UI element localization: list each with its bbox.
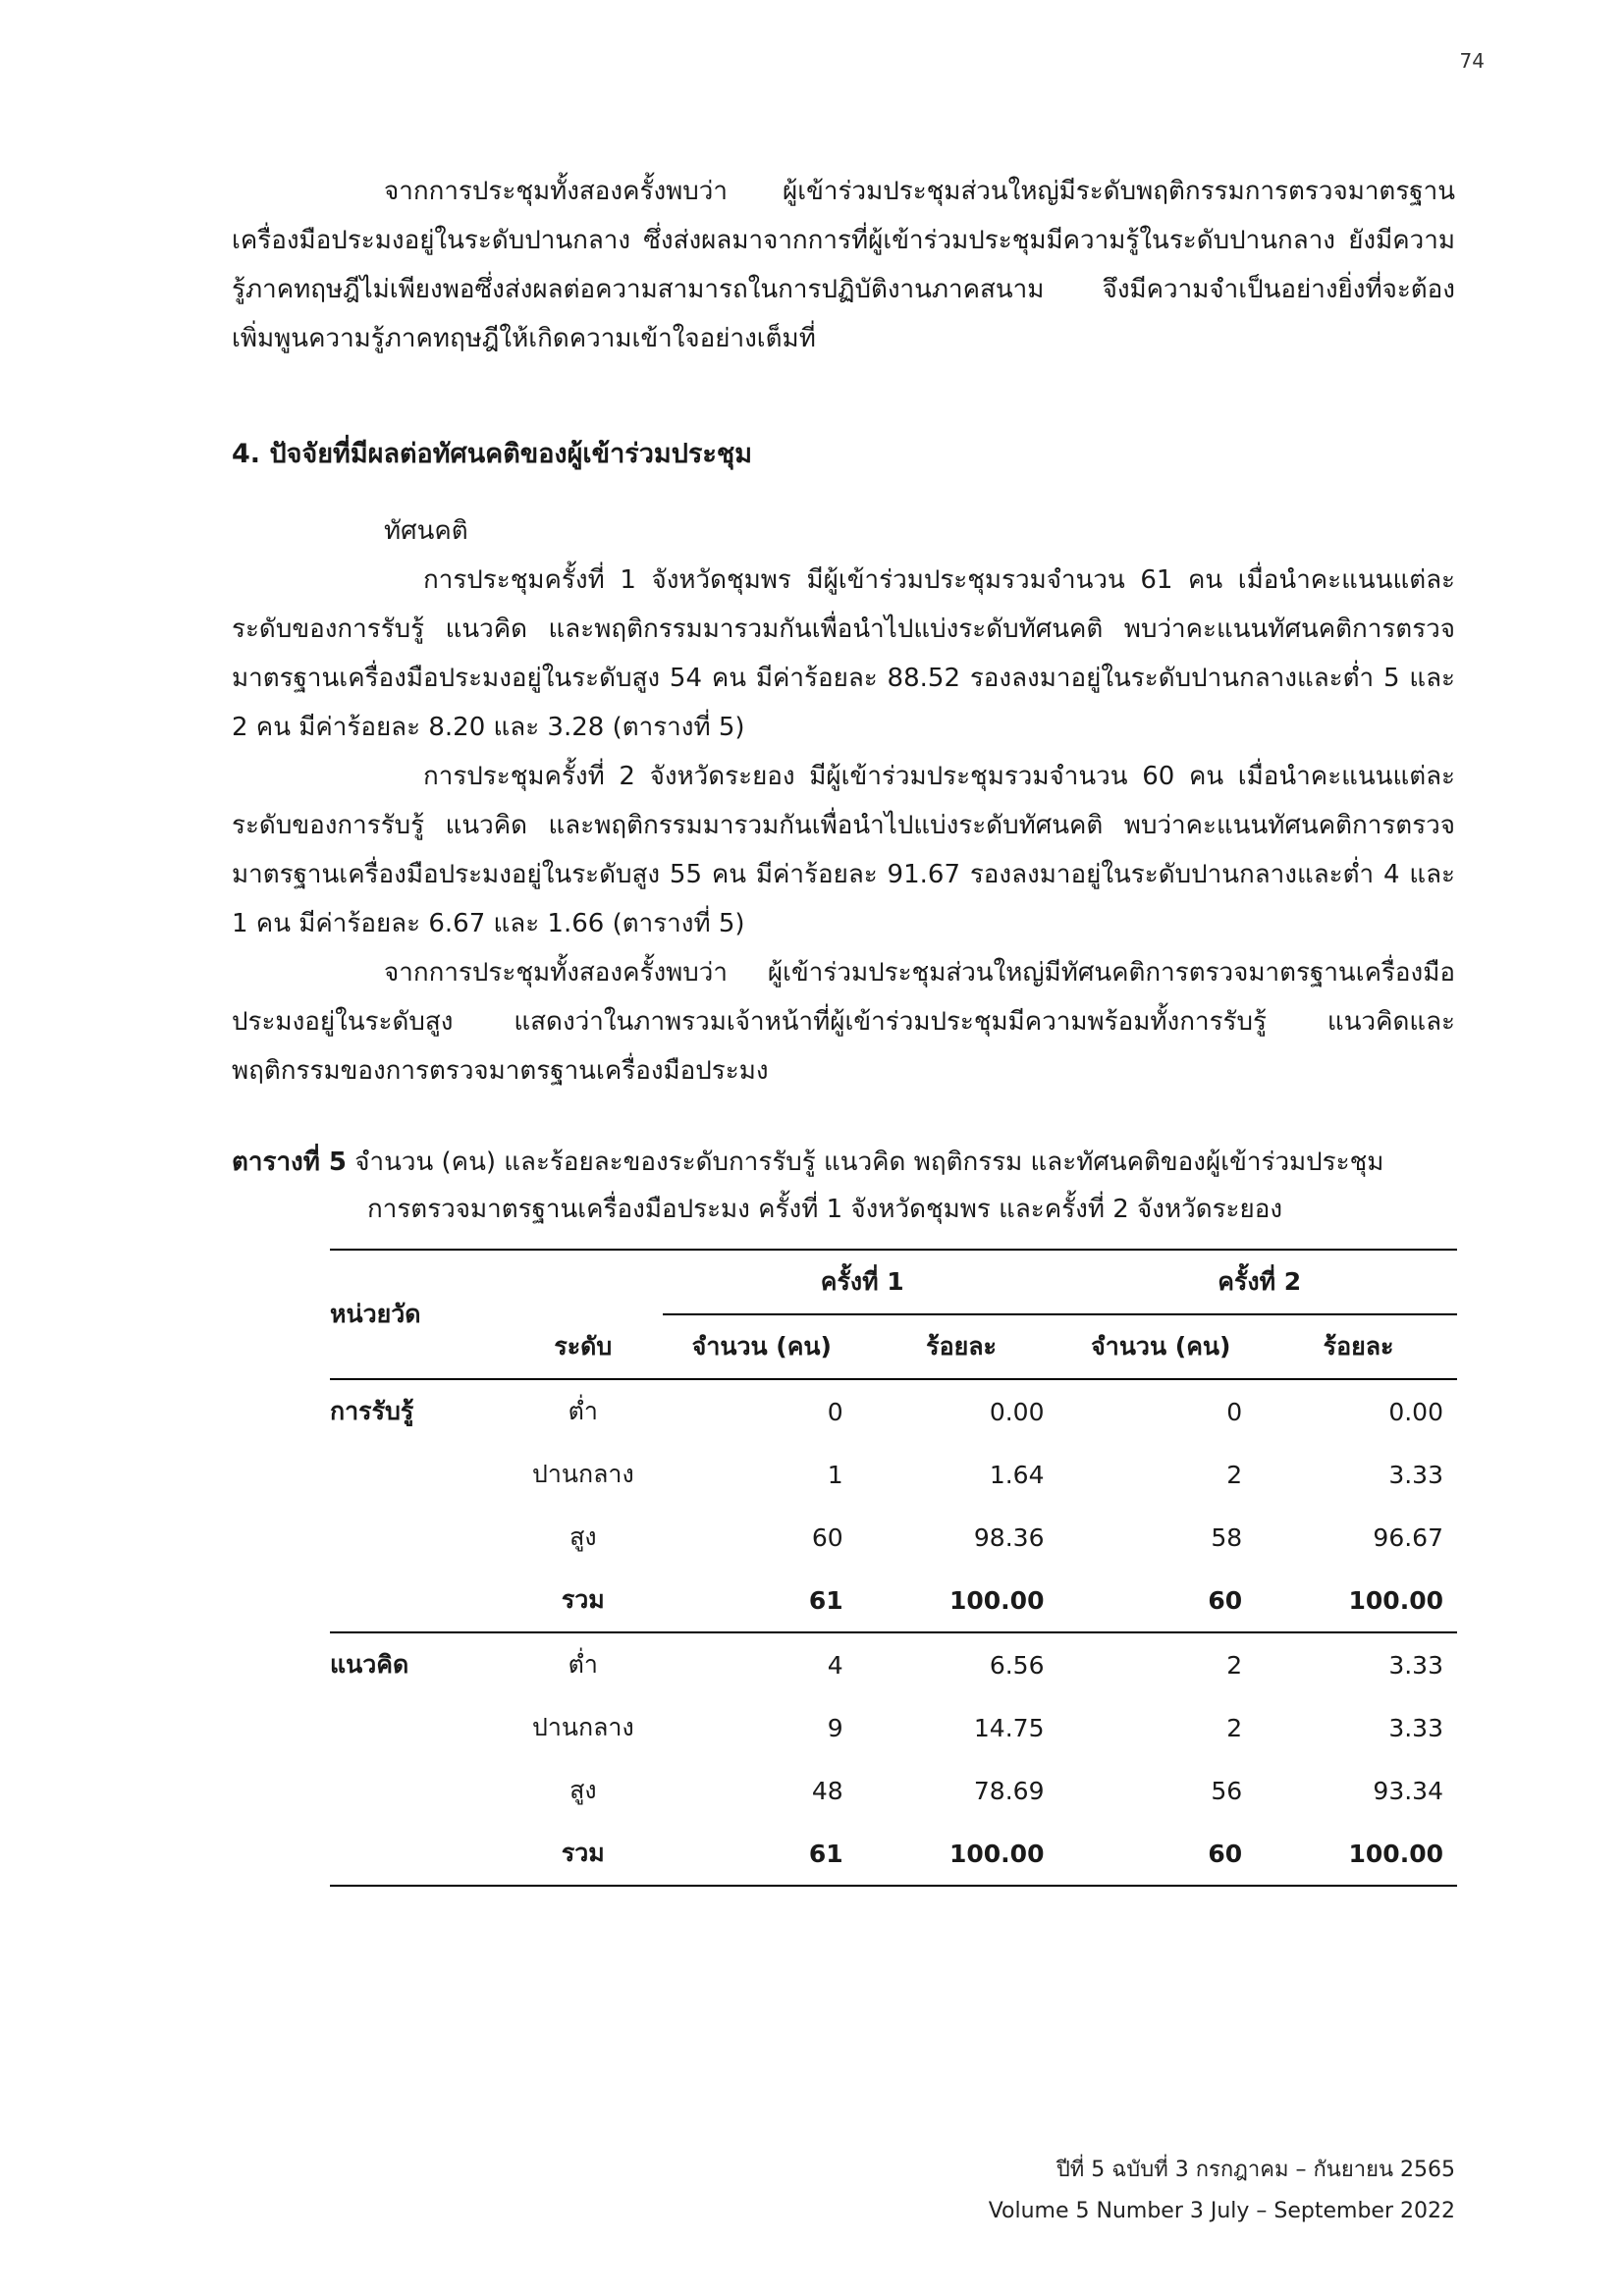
cell-percent-2: 0.00 (1388, 1397, 1443, 1426)
table-caption-text: จำนวน (คน) และร้อยละของระดับการรับรู้ แนวคิด พฤติกรรม และทัศนคติของผู้เข้าร่วมประชุม (347, 1148, 1384, 1177)
header-count-2: จำนวน (คน) (1091, 1332, 1231, 1361)
cell-count-1: 48 (811, 1776, 843, 1805)
header-percent-2: ร้อยละ (1323, 1332, 1394, 1361)
cell-count-1: 1 (827, 1460, 843, 1489)
main-content (232, 167, 1455, 1233)
group-label: การรับรู้ (330, 1397, 414, 1425)
paragraph-attitude-summary: จากการประชุมทั้งสองครั้งพบว่า ผู้เข้าร่วมประชุมส่วนใหญ่มีทัศนคติการตรวจมาตรฐานเครื่องมือประมงอยู่ในระดับสูง แสดงว่าในภาพรวมเจ้าหน้าที่ผู้เข้าร่วมประชุมมีความพร้อมทั้งการรับรู้ แนวคิดและพฤติกรรมของการตรวจมาตรฐานเครื่องมือประมง (232, 958, 1455, 1086)
cell-percent-2: 93.34 (1373, 1776, 1443, 1805)
cell-percent-1: 78.69 (973, 1776, 1045, 1805)
group-label: แนวคิด (330, 1650, 409, 1679)
cell-level: ต่ำ (568, 1650, 598, 1679)
section-heading: 4. ปัจจัยที่มีผลต่อทัศนคติของผู้เข้าร่วมประชุม (232, 439, 752, 469)
cell-percent-1-total: 100.00 (949, 1585, 1045, 1615)
table-row (330, 1632, 1457, 1696)
cell-count-2: 2 (1226, 1650, 1243, 1680)
table-row (330, 1759, 1457, 1822)
subsection-heading: ทัศนคติ (384, 516, 468, 546)
cell-level: สูง (569, 1522, 597, 1551)
page-number: 74 (1459, 49, 1485, 73)
cell-percent-1: 1.64 (989, 1460, 1045, 1489)
cell-level: ปานกลาง (531, 1713, 634, 1741)
cell-count-2: 2 (1226, 1713, 1243, 1742)
cell-percent-1: 14.75 (973, 1713, 1045, 1742)
header-unit: หน่วยวัด (330, 1250, 504, 1379)
paragraph-meeting-1: การประชุมครั้งที่ 1 จังหวัดชุมพร มีผู้เข้าร่วมประชุมรวมจำนวน 61 คน เมื่อนำคะแนนแต่ละระดับของการรับรู้ แนวคิด และพฤติกรรมมารวมกันเพื่อนำไปแบ่งระดับทัศนคติ พบว่าคะแนนทัศนคติการตรวจมาตรฐานเครื่องมือประมงอยู่ในระดับสูง 54 คน มีค่าร้อยละ 88.52 รองลงมาอยู่ในระดับปานกลางและต่ำ 5 และ 2 คน มีค่าร้อยละ 8.20 และ 3.28 (ตารางที่ 5) (232, 565, 1455, 742)
cell-percent-2: 96.67 (1373, 1522, 1443, 1552)
table-row (330, 1443, 1457, 1506)
table-caption-line2: การตรวจมาตรฐานเครื่องมือประมง ครั้งที่ 1 จังหวัดชุมพร และครั้งที่ 2 จังหวัดระยอง (367, 1195, 1283, 1224)
table-row-total (330, 1569, 1457, 1632)
cell-count-1: 0 (827, 1397, 843, 1426)
cell-percent-2-total: 100.00 (1348, 1585, 1443, 1615)
header-percent-1: ร้อยละ (926, 1332, 997, 1361)
cell-level-total: รวม (504, 1822, 663, 1886)
header-level: ระดับ (554, 1331, 613, 1361)
table-row-total (330, 1822, 1457, 1886)
table-caption (232, 1139, 1455, 1233)
header-count-1: จำนวน (คน) (691, 1332, 832, 1361)
cell-percent-2: 3.33 (1388, 1713, 1443, 1742)
footer-thai: ปีที่ 5 ฉบับที่ 3 กรกฎาคม – กันยายน 2565 (1056, 2158, 1455, 2182)
cell-percent-1-total: 100.00 (861, 1822, 1062, 1886)
header-round-1: ครั้งที่ 1 (663, 1250, 1061, 1314)
cell-count-1: 4 (827, 1650, 843, 1680)
table-row (330, 1696, 1457, 1759)
cell-count-1-total: 61 (663, 1822, 861, 1886)
paragraph-summary-behavior: จากการประชุมทั้งสองครั้งพบว่า ผู้เข้าร่วมประชุมส่วนใหญ่มีระดับพฤติกรรมการตรวจมาตรฐานเครื่องมือประมงอยู่ในระดับปานกลาง ซึ่งส่งผลมาจากการที่ผู้เข้าร่วมประชุมมีความรู้ในระดับปานกลาง ยังมีความรู้ภาคทฤษฎีไม่เพียงพอซึ่งส่งผลต่อความสามารถในการปฏิบัติงานภาคสนาม จึงมีความจำเป็นอย่างยิ่งที่จะต้องเพิ่มพูนความรู้ภาคทฤษฎีให้เกิดความเข้าใจอย่างเต็มที่ (232, 177, 1455, 353)
cell-count-2-total: 60 (1208, 1585, 1243, 1615)
cell-percent-2: 3.33 (1388, 1460, 1443, 1489)
cell-percent-1: 0.00 (989, 1397, 1045, 1426)
footer-english: Volume 5 Number 3 July – September 2022 (988, 2199, 1455, 2223)
page-footer (989, 2150, 1455, 2232)
cell-count-1: 9 (827, 1713, 843, 1742)
cell-percent-1: 98.36 (973, 1522, 1045, 1552)
header-round-2: ครั้งที่ 2 (1061, 1250, 1457, 1314)
data-table (330, 1249, 1457, 1887)
cell-count-2-total: 60 (1061, 1822, 1260, 1886)
cell-count-1-total: 61 (808, 1585, 843, 1615)
cell-count-2: 0 (1226, 1397, 1243, 1426)
table-caption-label: ตารางที่ 5 (232, 1148, 348, 1177)
table-row (330, 1379, 1457, 1443)
cell-count-1: 60 (811, 1522, 843, 1552)
cell-percent-2-total: 100.00 (1260, 1822, 1457, 1886)
paragraph-meeting-2: การประชุมครั้งที่ 2 จังหวัดระยอง มีผู้เข้าร่วมประชุมรวมจำนวน 60 คน เมื่อนำคะแนนแต่ละระดับของการรับรู้ แนวคิด และพฤติกรรมมารวมกันเพื่อนำไปแบ่งระดับทัศนคติ พบว่าคะแนนทัศนคติการตรวจมาตรฐานเครื่องมือประมงอยู่ในระดับสูง 55 คน มีค่าร้อยละ 91.67 รองลงมาอยู่ในระดับปานกลางและต่ำ 4 และ 1 คน มีค่าร้อยละ 6.67 และ 1.66 (ตารางที่ 5) (232, 762, 1455, 938)
table-row (330, 1506, 1457, 1569)
cell-count-2: 2 (1226, 1460, 1243, 1489)
cell-percent-2: 3.33 (1388, 1650, 1443, 1680)
cell-level: สูง (569, 1776, 597, 1804)
cell-count-2: 56 (1211, 1776, 1243, 1805)
cell-level-total: รวม (561, 1585, 605, 1614)
cell-level: ปานกลาง (531, 1460, 634, 1488)
cell-count-2: 58 (1211, 1522, 1243, 1552)
cell-percent-1: 6.56 (989, 1650, 1045, 1680)
cell-level: ต่ำ (568, 1397, 598, 1425)
